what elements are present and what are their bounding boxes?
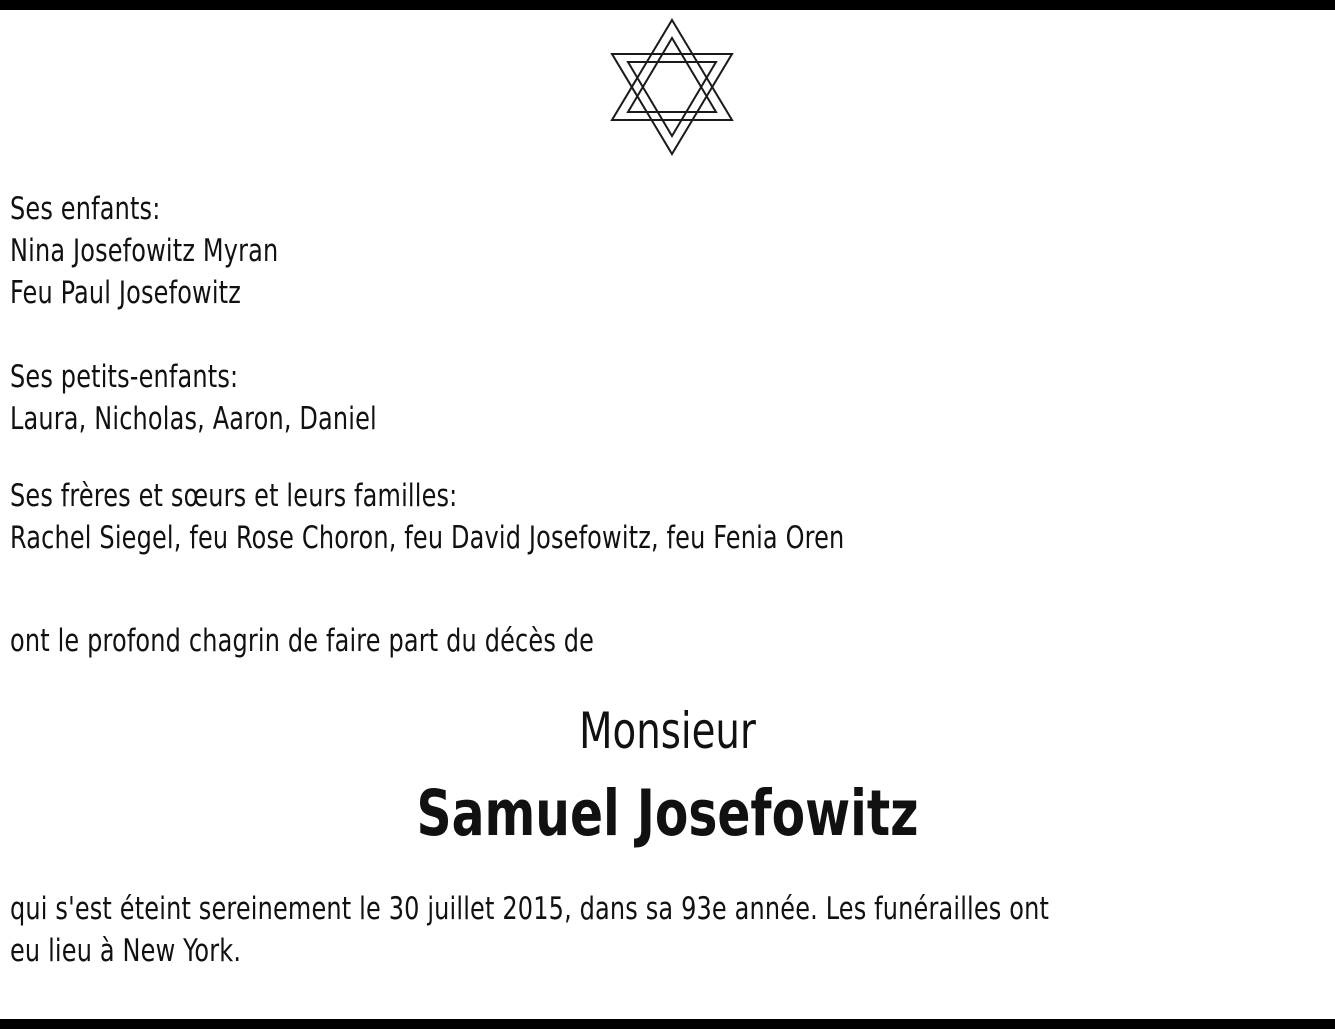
top-rule [0, 0, 1335, 10]
siblings-names: Rachel Siegel, feu Rose Choron, feu David Josefowitz, feu Fenia Oren [10, 520, 845, 556]
bottom-rule [0, 1019, 1335, 1029]
star-of-david-icon [606, 16, 738, 158]
closing-line: eu lieu à New York. [10, 933, 242, 969]
announcement-text: ont le profond chagrin de faire part du décès de [10, 623, 595, 659]
closing-line: qui s'est éteint sereinement le 30 juillet 2015, dans sa 93e année. Les funérailles ont [10, 891, 1050, 927]
child-name: Feu Paul Josefowitz [10, 275, 242, 311]
grandchildren-heading: Ses petits-enfants: [10, 359, 239, 395]
child-name: Nina Josefowitz Myran [10, 233, 279, 269]
siblings-heading: Ses frères et sœurs et leurs familles: [10, 478, 458, 514]
children-heading: Ses enfants: [10, 191, 161, 227]
deceased-name: Samuel Josefowitz [416, 777, 919, 850]
grandchildren-names: Laura, Nicholas, Aaron, Daniel [10, 401, 377, 437]
deceased-title: Monsieur [579, 702, 756, 760]
